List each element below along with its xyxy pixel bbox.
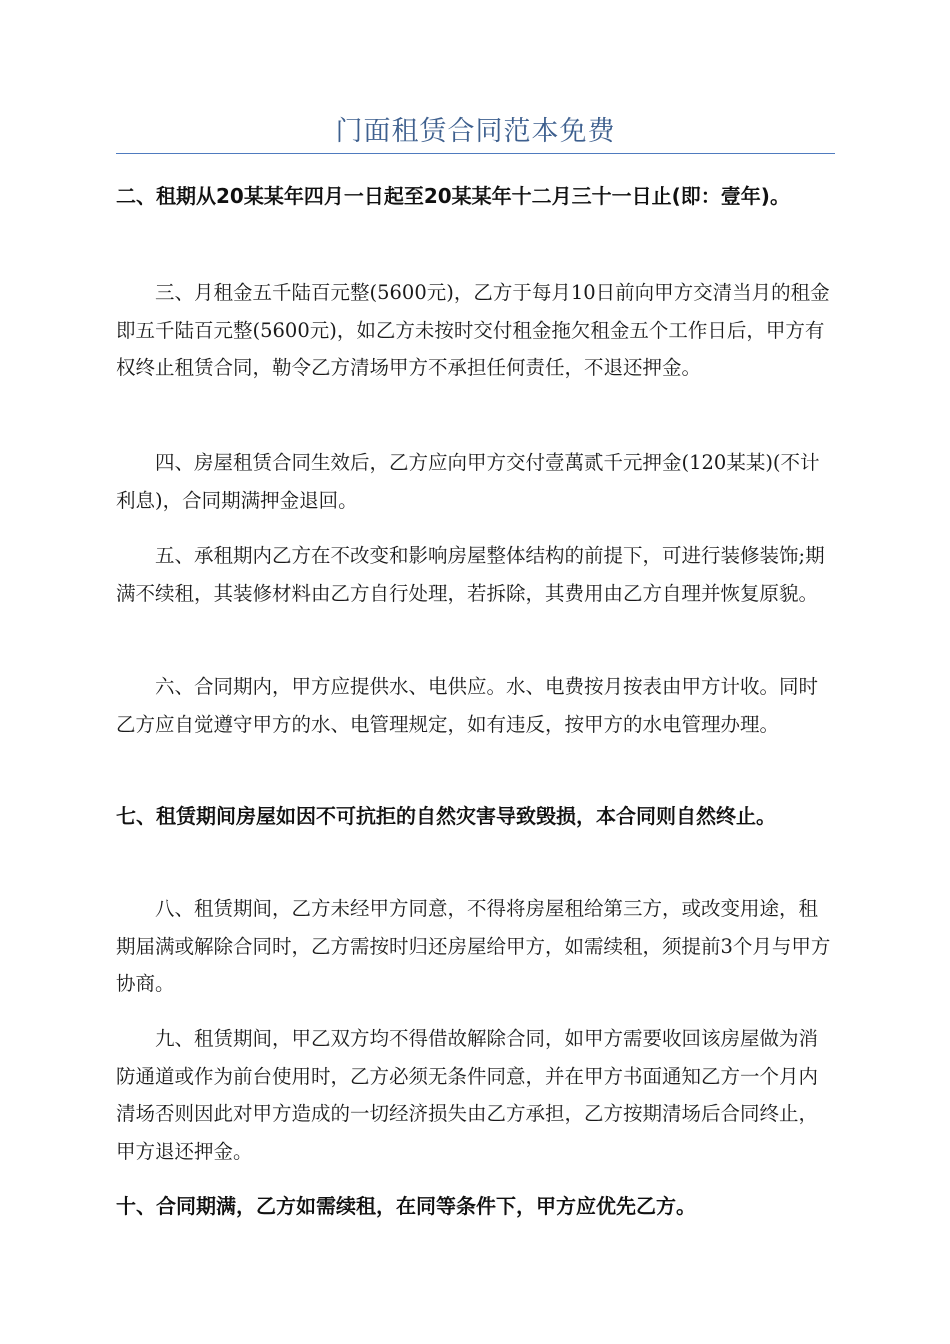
clause-3-paragraph: 三、月租金五千陆百元整(5600元)，乙方于每月10日前向甲方交清当月的租金即五千陆百元整(5600元)，如乙方未按时交付租金拖欠租金五个工作日后，甲方有权终止租赁合同，勒令乙方清场甲方不承担任何责任，不退还押金。 bbox=[116, 281, 830, 379]
document-title: 门面租赁合同范本免费 bbox=[335, 116, 616, 147]
clause-9-paragraph: 九、租赁期间，甲乙双方均不得借故解除合同，如甲方需要收回该房屋做为消防通道或作为前台使用时，乙方必须无条件同意，并在甲方书面通知乙方一个月内清场否则因此对甲方造成的一切经济损失由乙方承担，乙方按期清场后合同终止，甲方退还押金。 bbox=[116, 1027, 819, 1163]
clause-4-paragraph: 四、房屋租赁合同生效后，乙方应向甲方交付壹萬贰千元押金(120某某)(不计利息)，合同期满押金退回。 bbox=[116, 451, 820, 512]
title-underline bbox=[116, 153, 835, 154]
clause-8-paragraph: 八、租赁期间，乙方未经甲方同意，不得将房屋租给第三方，或改变用途，租期届满或解除合同时，乙方需按时归还房屋给甲方，如需续租，须提前3个月与甲方协商。 bbox=[116, 897, 831, 995]
clause-5-paragraph: 五、承租期内乙方在不改变和影响房屋整体结构的前提下，可进行装修装饰;期满不续租，其装修材料由乙方自行处理，若拆除，其费用由乙方自理并恢复原貌。 bbox=[116, 544, 825, 605]
clause-6-paragraph: 六、合同期内，甲方应提供水、电供应。水、电费按月按表由甲方计收。同时乙方应自觉遵守甲方的水、电管理规定，如有违反，按甲方的水电管理办理。 bbox=[116, 675, 819, 736]
clause-10-paragraph: 十、合同期满，乙方如需续租，在同等条件下，甲方应优先乙方。 bbox=[116, 1194, 696, 1218]
clause-7-paragraph: 七、租赁期间房屋如因不可抗拒的自然灾害导致毁损，本合同则自然终止。 bbox=[116, 804, 776, 828]
clause-2-paragraph: 二、租期从20某某年四月一日起至20某某年十二月三十一日止(即：壹年)。 bbox=[116, 184, 790, 208]
